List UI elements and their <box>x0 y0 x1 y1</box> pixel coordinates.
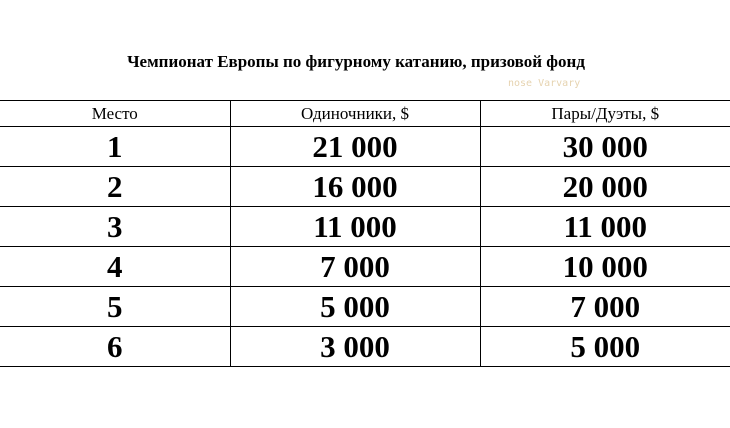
prize-table <box>0 100 730 367</box>
watermark: nose Varvary <box>508 78 581 89</box>
table-row <box>0 287 730 327</box>
header-pairs: Пары/Дуэты, $ <box>480 101 730 127</box>
pairs-prize-cell: 10 000 <box>480 247 730 287</box>
table-row <box>0 127 730 167</box>
table-row <box>0 207 730 247</box>
place-cell: 2 <box>0 167 230 207</box>
pairs-prize-cell: 5 000 <box>480 327 730 367</box>
singles-prize-cell: 16 000 <box>230 167 480 207</box>
singles-prize-cell: 7 000 <box>230 247 480 287</box>
place-cell: 1 <box>0 127 230 167</box>
table-row <box>0 247 730 287</box>
pairs-prize-cell: 30 000 <box>480 127 730 167</box>
header-singles: Одиночники, $ <box>230 101 480 127</box>
singles-prize-cell: 5 000 <box>230 287 480 327</box>
singles-prize-cell: 21 000 <box>230 127 480 167</box>
pairs-prize-cell: 7 000 <box>480 287 730 327</box>
place-cell: 4 <box>0 247 230 287</box>
singles-prize-cell: 3 000 <box>230 327 480 367</box>
place-cell: 6 <box>0 327 230 367</box>
pairs-prize-cell: 11 000 <box>480 207 730 247</box>
table-header-row <box>0 101 730 127</box>
table-row <box>0 327 730 367</box>
singles-prize-cell: 11 000 <box>230 207 480 247</box>
place-cell: 5 <box>0 287 230 327</box>
document-title: Чемпионат Европы по фигурному катанию, призовой фонд <box>127 52 585 71</box>
place-cell: 3 <box>0 207 230 247</box>
header-place: Место <box>0 101 230 127</box>
pairs-prize-cell: 20 000 <box>480 167 730 207</box>
table-row <box>0 167 730 207</box>
